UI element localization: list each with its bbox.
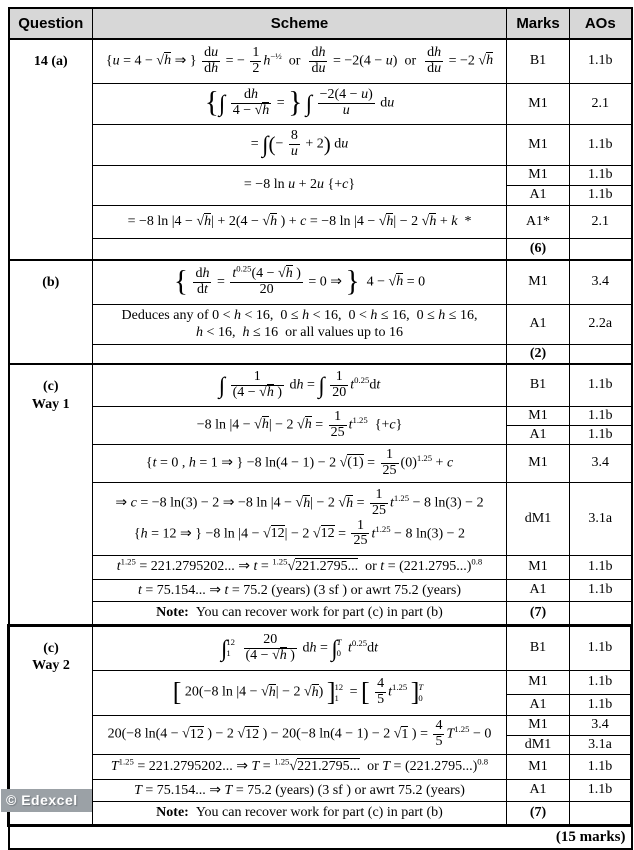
scheme-cell: 20(−8 ln(4 − √12 ) − 2 √12 ) − 20(−8 ln(4 − 1) − 2 √1 ) = $\frac{4}{5}$ $T^{1.25} - 0$ (93, 715, 507, 754)
marks-cell: A1 (507, 185, 570, 205)
header-row (9, 8, 632, 39)
ao-cell (570, 602, 632, 626)
marks-cell: A1* (507, 205, 570, 238)
scheme-cell: {u = 4 − √h ⇒ } $\frac{du}{dh}$ = − $\frac{1}{2}$ $h^{-\frac{1}{2}}$ or $\frac{dh}{du}$ = −2(4 − u) or $\frac{dh}{du}$ = −2 √h (93, 39, 507, 83)
table-row (9, 715, 632, 735)
table-row (9, 482, 632, 555)
marks-cell: A1 (507, 779, 570, 802)
scheme-cell: ∫ $\frac{1}{(4 - √h )}$ dh = ∫ $\frac{1}{20}$ $t^{0.25}dt$ (93, 364, 507, 406)
scheme-cell: Deduces any of 0 < h < 16, 0 ≤ h < 16, 0 < h ≤ 16, 0 ≤ h ≤ 16, h < 16, h ≤ 16 or all values up to 16 (93, 304, 507, 344)
marks-cell: M1 (507, 260, 570, 304)
ao-cell: 1.1b (570, 694, 632, 715)
ao-cell: 1.1b (570, 754, 632, 779)
ao-cell: 1.1b (570, 625, 632, 670)
table-row (9, 779, 632, 802)
scheme-cell: {t = 0 , h = 1 ⇒ } −8 ln(4 − 1) − 2 √(1) = $\frac{1}{25}$ $(0)^{1.25} + c$ (93, 444, 507, 482)
ao-cell: 1.1b (570, 779, 632, 802)
marks-cell: M1 (507, 165, 570, 185)
marks-cell: M1 (507, 83, 570, 124)
ao-cell (570, 344, 632, 364)
question-cell-b: (b) (9, 260, 93, 364)
ao-cell (570, 802, 632, 826)
table-row (9, 260, 632, 304)
ao-cell: 2.1 (570, 83, 632, 124)
marks-cell: B1 (507, 625, 570, 670)
scheme-cell: $t^{1.25} = 221.2795202$... ⇒ t = $^{1.25}$√221.2795... or $t = (221.2795...)^{0.8}$ (93, 555, 507, 579)
table-row (9, 344, 632, 364)
marks-cell: B1 (507, 364, 570, 406)
scheme-cell: t = 75.154... ⇒ t = 75.2 (years) (3 sf ) or awrt 75.2 (years) (93, 579, 507, 602)
ao-cell: 3.1a (570, 735, 632, 754)
edexcel-watermark: © Edexcel (1, 789, 92, 812)
scheme-cell: ⇒ c = −8 ln(3) − 2 ⇒ −8 ln |4 − √h| − 2 √h = $\frac{1}{25}$ $t^{1.25} - 8$ ln(3) − 2 {h = 12 ⇒ } −8 ln |4 − √12| − 2 √12 = $\frac{1}{25}$ $t^{1.25} - 8$ ln(3) − 2 (93, 482, 507, 555)
scheme-cell: ∫ 12 1 $\frac{20}{(4 - √h )}$ dh = ∫ T 0 $t^{0.25}dt$ (93, 625, 507, 670)
scheme-cell: T = 75.154... ⇒ T = 75.2 (years) (3 sf ) or awrt 75.2 (years) (93, 779, 507, 802)
table-row (9, 124, 632, 165)
marks-cell: M1 (507, 555, 570, 579)
scheme-cell: {∫ $\frac{dh}{4 - √h}$ = } ∫ $\frac{-2(4 - u)}{u}$ du (93, 83, 507, 124)
ao-cell: 3.4 (570, 444, 632, 482)
total-row (9, 825, 632, 849)
table-row (9, 602, 632, 626)
marks-cell: B1 (507, 39, 570, 83)
table-row (9, 304, 632, 344)
mark-scheme-table (7, 7, 633, 850)
note-cell: Note: You can recover work for part (c) in part (b) (93, 802, 507, 826)
scheme-cell: $T^{1.25} = 221.2795202$... ⇒ T = $^{1.25}$√221.2795... or $T = (221.2795...)^{0.8}$ (93, 754, 507, 779)
marks-subtotal: (7) (507, 602, 570, 626)
ao-cell: 3.4 (570, 715, 632, 735)
table-row (9, 444, 632, 482)
col-header-aos: AOs (570, 8, 632, 39)
table-row (9, 625, 632, 670)
question-cell-c-way2: (c) Way 2 (9, 625, 93, 825)
table-row (9, 205, 632, 238)
table-row (9, 555, 632, 579)
ao-cell: 1.1b (570, 364, 632, 406)
marks-cell: M1 (507, 670, 570, 694)
scheme-cell (93, 344, 507, 364)
ao-cell: 1.1b (570, 425, 632, 444)
table-row (9, 39, 632, 83)
scheme-cell (93, 238, 507, 260)
ao-cell: 1.1b (570, 406, 632, 425)
ao-cell: 1.1b (570, 670, 632, 694)
marks-cell: dM1 (507, 735, 570, 754)
marks-subtotal: (6) (507, 238, 570, 260)
scheme-cell: [ 20(−8 ln |4 − √h| − 2 √h) ] 12 1 = [ $\frac{4}{5}$ $t^{1.25}$ ] T 0 (93, 670, 507, 715)
ao-cell: 1.1b (570, 39, 632, 83)
col-header-marks: Marks (507, 8, 570, 39)
table-row (9, 754, 632, 779)
table-row (9, 238, 632, 260)
ao-cell: 2.1 (570, 205, 632, 238)
marks-cell: M1 (507, 715, 570, 735)
question-cell-14a: 14 (a) (9, 39, 93, 260)
marks-cell: A1 (507, 694, 570, 715)
scheme-cell: −8 ln |4 − √h| − 2 √h = $\frac{1}{25}$ $t^{1.25}$ {+c} (93, 406, 507, 444)
ao-cell: 1.1b (570, 185, 632, 205)
table-row (9, 579, 632, 602)
scheme-cell: = −8 ln |4 − √h| + 2(4 − √h ) + c = −8 ln |4 − √h| − 2 √h + k * (93, 205, 507, 238)
total-marks: (15 marks) (9, 825, 632, 849)
ao-cell: 1.1b (570, 555, 632, 579)
scheme-cell: { $\frac{dh}{dt}$ = $\frac{t^{0.25}(4 - √h )}{20}$ = 0 ⇒ } 4 − √h = 0 (93, 260, 507, 304)
col-header-scheme: Scheme (93, 8, 507, 39)
ao-cell: 3.1a (570, 482, 632, 555)
question-cell-c-way1: (c) Way 1 (9, 364, 93, 625)
marks-subtotal: (2) (507, 344, 570, 364)
note-cell: Note: You can recover work for part (c) in part (b) (93, 602, 507, 626)
scheme-cell: = ∫(− $\frac{8}{u}$ + 2) du (93, 124, 507, 165)
marks-cell: M1 (507, 406, 570, 425)
table-row (9, 802, 632, 826)
ao-cell: 2.2a (570, 304, 632, 344)
marks-cell: M1 (507, 754, 570, 779)
marks-subtotal: (7) (507, 802, 570, 826)
ao-cell: 1.1b (570, 124, 632, 165)
table-row (9, 406, 632, 425)
table-row (9, 670, 632, 694)
marks-cell: A1 (507, 425, 570, 444)
marks-cell: M1 (507, 124, 570, 165)
ao-cell (570, 238, 632, 260)
table-row (9, 83, 632, 124)
col-header-question: Question (9, 8, 93, 39)
marks-cell: dM1 (507, 482, 570, 555)
ao-cell: 1.1b (570, 165, 632, 185)
marks-cell: A1 (507, 579, 570, 602)
marks-cell: M1 (507, 444, 570, 482)
marks-cell: A1 (507, 304, 570, 344)
table-row (9, 165, 632, 185)
scheme-cell: = −8 ln u + 2u {+c} (93, 165, 507, 205)
ao-cell: 3.4 (570, 260, 632, 304)
ao-cell: 1.1b (570, 579, 632, 602)
table-row (9, 364, 632, 406)
